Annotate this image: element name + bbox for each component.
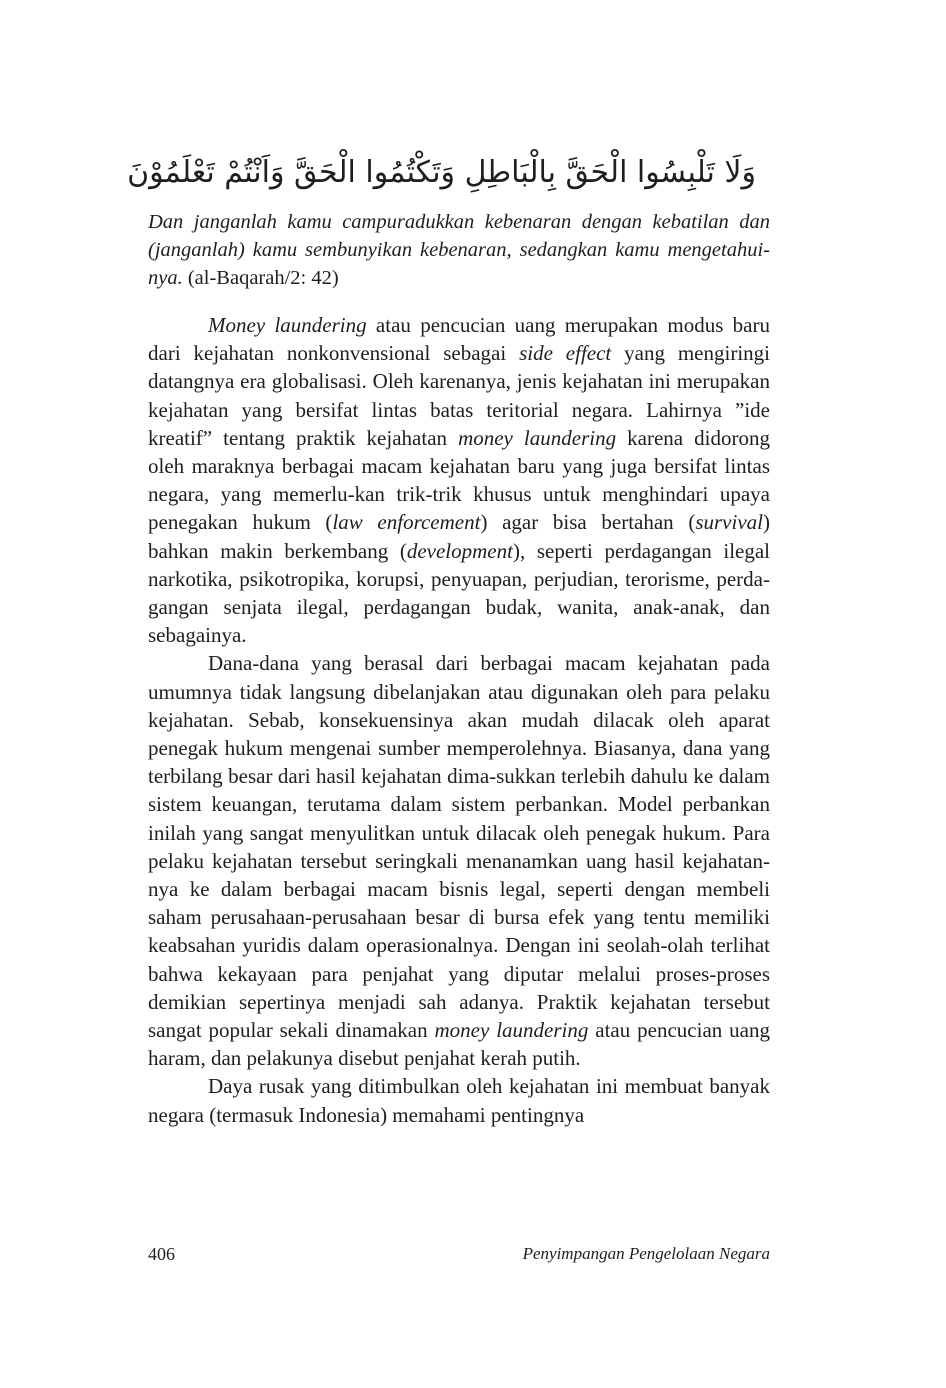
text-run: yang mengiringi datangnya era globalisasi. Oleh karenanya, jenis kejahatan ini merupakan kejahatan yang bersifat lintas batas teritorial negara. Lahirnya ”ide kreatif” tentang praktik kejahatan [148, 341, 770, 450]
text-run: karena didorong oleh maraknya berbagai macam kejahatan baru yang juga bersifat lintas negara, yang memerlu-kan trik-trik khusus untuk menghindari upaya penegakan hukum ( [148, 425, 770, 535]
body-paragraph [148, 649, 770, 1072]
text-run: ) agar bisa bertahan ( [480, 510, 696, 535]
page-number: 406 [148, 1244, 175, 1264]
italic-term: money laundering [458, 425, 617, 450]
text-run: atau pencucian uang merupakan modus baru dari kejahatan nonkonvensional sebagai [148, 313, 770, 366]
quran-verse-arabic: وَلَا تَلْبِسُوا الْحَقَّ بِالْبَاطِلِ وَتَكْتُمُوا الْحَقَّ وَاَنْتُمْ تَعْلَمُوْنَ [127, 155, 756, 190]
italic-term: money laundering [434, 1018, 589, 1043]
verse-translation [148, 208, 770, 292]
italic-term: survival [695, 510, 763, 535]
text-run: Dana-dana yang berasal dari berbagai macam kejahatan pada umumnya tidak langsung dibelanjakan atau digunakan oleh para pelaku kejahatan. Sebab, konsekuensinya akan mudah dilacak oleh aparat penegak hukum mengenai sumber memperolehnya. Biasanya, dana yang terbilang besar dari hasil kejahatan dima-sukkan terlebih dahulu ke dalam sistem keuangan, terutama dalam sistem perbankan. Model perbankan inilah yang sangat menyulitkan untuk dilacak oleh penegak hukum. Para pelaku kejahatan tersebut seringkali menanamkan uang hasil kejahatan-nya ke dalam berbagai macam bisnis legal, seperti dengan membeli saham perusahaan-perusahaan besar di bursa efek yang tentu memiliki keabsahan yuridis dalam operasionalnya. Dengan ini seolah-olah terlihat bahwa kekayaan para penjahat yang diputar melalui proses-proses demikian sepertinya menjadi sah adanya. Praktik kejahatan tersebut sangat popular sekali dinamakan [148, 651, 770, 1043]
italic-term: Money laundering [208, 313, 367, 337]
body-paragraph [148, 311, 770, 649]
page-content [127, 150, 771, 1129]
text-run: ), seperti perdagangan ilegal narkotika, psikotropika, korupsi, penyuapan, perjudian, terorisme, perda-gangan senjata ilegal, perdagangan budak, wanita, anak-anak, dan sebagainya. [148, 538, 771, 648]
running-title: Penyimpangan Pengelolaan Negara [522, 1244, 770, 1263]
body-paragraph [148, 1072, 770, 1128]
text-run: ) bahkan makin berkembang ( [148, 510, 770, 563]
verse-reference: (al-Baqarah/2: 42) [187, 267, 339, 289]
text-run: atau pencucian uang haram, dan pelakunya disebut penjahat kerah putih. [148, 1018, 770, 1071]
italic-term: law enforcement [332, 510, 481, 535]
verse-translation-text: Dan janganlah kamu campuradukkan kebenaran dengan kebatilan dan (janganlah) kamu sembunyikan kebenaran, sedangkan kamu mengetahui-nya. [148, 211, 770, 289]
italic-term: development [406, 538, 513, 563]
italic-term: side effect [519, 341, 612, 366]
text-run: Daya rusak yang ditimbulkan oleh kejahatan ini membuat banyak negara (termasuk Indonesia) memahami pentingnya [148, 1074, 770, 1127]
